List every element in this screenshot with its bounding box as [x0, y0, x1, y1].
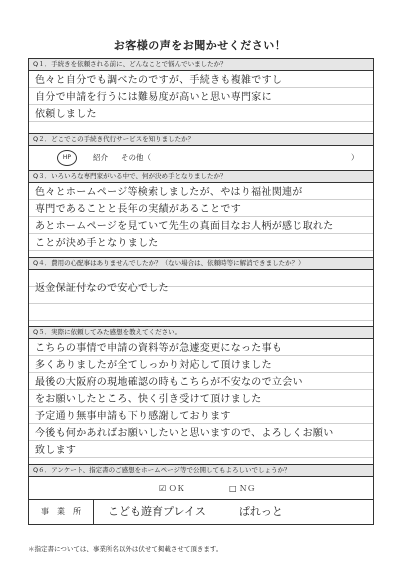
q6-header: Q６．アンケート、指定書のご感想をホームページ等で公開してもよろしいでしょうか？ — [29, 465, 373, 477]
q1-answer-line: 色々と自分でも調べたのですが、手続きも複雑ですし — [35, 75, 283, 86]
hp-option-circled: HP — [57, 150, 77, 166]
q3-answer-line: 専門であることと長年の実績があることです — [35, 204, 241, 215]
q3-answer-line: あとホームページを見ていて先生の真面目なお人柄が感じ取れた — [35, 221, 334, 232]
ok-checkbox-checked: ☑ ＯＫ — [159, 484, 185, 493]
other-option: その他（ — [121, 153, 151, 162]
q5-answer-line: 今後も何かあればお願いしたいと思いますので、よろしくお願い — [35, 428, 334, 439]
q5-answer-line: 予定通り無事申請も下り感謝しております — [35, 411, 231, 422]
q4-answer-line: 返金保証付なので安心でした — [35, 283, 169, 294]
footnote: ＊指定書については、事業所名以外は伏せて掲載させて頂きます。 — [28, 545, 223, 553]
other-close-paren: ） — [351, 153, 359, 162]
q3-answer-area — [29, 183, 373, 258]
q1-answer-area — [29, 71, 373, 134]
q5-answer-line: をお願いしたところ、快く引き受けて頂けました — [35, 394, 262, 405]
business-label: 事 業 所 — [29, 500, 94, 524]
q1-header: Q１．手続きを依頼される前に、どんなことで悩んでいましたか？ — [29, 59, 373, 71]
q1-answer-line: 依頼しました — [35, 109, 97, 120]
q5-answer-line: こちらの事情で申請の資料等が急遽変更になった事も — [35, 343, 283, 354]
q5-answer-line: 最後の大阪府の現地確認の時もこちらが不安なので立会い — [35, 377, 303, 388]
q1-answer-line: 自分で申請を行うには難易度が高いと思い専門家に — [35, 92, 272, 103]
q3-answer-line: ことが決め手となりました — [35, 238, 159, 249]
q5-answer-line: 致します — [35, 445, 77, 456]
q5-answer-line: 多くありましたが全てしっかり対応して頂けました — [35, 360, 272, 371]
ng-checkbox: □ ＮＧ — [229, 484, 256, 493]
intro-option: 紹介 — [93, 153, 108, 162]
q4-answer-area — [29, 270, 373, 327]
survey-form — [28, 58, 374, 525]
q6-options — [29, 477, 373, 500]
q4-header: Q４．費用の心配事はありませんでしたか？（ない場合は、依頼時等に解消できましたか？） — [29, 258, 373, 270]
q3-header: Q３．いろいろな専門家がいる中で、何が決め手となりましたか？ — [29, 171, 373, 183]
q2-header: Q２．どこでこの手続き代行サービスを知りましたか？ — [29, 134, 373, 146]
q3-answer-line: 色々とホームページ等検索しましたが、やはり福祉関連が — [35, 187, 303, 198]
business-row — [29, 500, 373, 524]
business-name: こども遊育プレイス ぱれっと — [108, 505, 283, 518]
q5-answer-area — [29, 339, 373, 465]
q5-header: Q５．実際に依頼してみた感想を教えてください。 — [29, 327, 373, 339]
q2-options — [29, 146, 373, 171]
page-title: お客様の声をお聞かせください！ — [113, 39, 287, 52]
